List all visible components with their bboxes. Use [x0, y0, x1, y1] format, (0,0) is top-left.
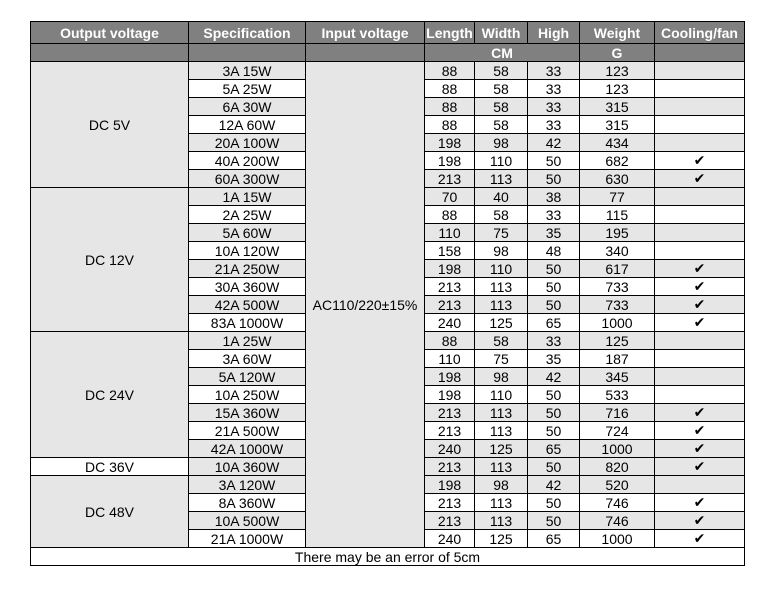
- high-cell: 42: [528, 476, 580, 494]
- cooling-fan-cell: [655, 224, 745, 242]
- header-output-voltage: Output voltage: [31, 22, 189, 44]
- weight-cell: 617: [580, 260, 655, 278]
- high-cell: 50: [528, 494, 580, 512]
- specification-cell: 30A 360W: [189, 278, 306, 296]
- specification-cell: 8A 360W: [189, 494, 306, 512]
- length-cell: 213: [425, 422, 475, 440]
- width-cell: 110: [475, 152, 528, 170]
- width-cell: 125: [475, 440, 528, 458]
- unit-g: G: [580, 44, 655, 62]
- length-cell: 110: [425, 350, 475, 368]
- weight-cell: 746: [580, 494, 655, 512]
- high-cell: 50: [528, 458, 580, 476]
- weight-cell: 187: [580, 350, 655, 368]
- check-mark-icon: ✔: [655, 260, 745, 278]
- width-cell: 113: [475, 512, 528, 530]
- length-cell: 88: [425, 332, 475, 350]
- footnote-row: [31, 548, 745, 566]
- check-mark-icon: ✔: [655, 422, 745, 440]
- width-cell: 58: [475, 332, 528, 350]
- width-cell: 113: [475, 296, 528, 314]
- specification-cell: 21A 500W: [189, 422, 306, 440]
- specification-cell: 21A 1000W: [189, 530, 306, 548]
- header-weight: Weight: [580, 22, 655, 44]
- header-specification: Specification: [189, 22, 306, 44]
- high-cell: 50: [528, 404, 580, 422]
- weight-cell: 1000: [580, 530, 655, 548]
- spec-table-body: [31, 62, 745, 548]
- high-cell: 33: [528, 116, 580, 134]
- cooling-fan-cell: [655, 134, 745, 152]
- cooling-fan-cell: [655, 206, 745, 224]
- check-mark-icon: ✔: [655, 512, 745, 530]
- high-cell: 50: [528, 296, 580, 314]
- high-cell: 33: [528, 80, 580, 98]
- weight-cell: 345: [580, 368, 655, 386]
- length-cell: 70: [425, 188, 475, 206]
- high-cell: 50: [528, 170, 580, 188]
- length-cell: 198: [425, 134, 475, 152]
- cooling-fan-cell: [655, 80, 745, 98]
- width-cell: 113: [475, 422, 528, 440]
- high-cell: 33: [528, 62, 580, 80]
- check-mark-icon: ✔: [655, 170, 745, 188]
- specification-cell: 10A 120W: [189, 242, 306, 260]
- specification-cell: 5A 60W: [189, 224, 306, 242]
- unit-row: [31, 44, 745, 62]
- specification-cell: 60A 300W: [189, 170, 306, 188]
- weight-cell: 195: [580, 224, 655, 242]
- high-cell: 33: [528, 332, 580, 350]
- width-cell: 98: [475, 242, 528, 260]
- header-input-voltage: Input voltage: [306, 22, 425, 44]
- width-cell: 75: [475, 224, 528, 242]
- header-cooling-fan: Cooling/fan: [655, 22, 745, 44]
- width-cell: 113: [475, 170, 528, 188]
- high-cell: 50: [528, 386, 580, 404]
- specification-cell: 40A 200W: [189, 152, 306, 170]
- check-mark-icon: ✔: [655, 494, 745, 512]
- length-cell: 88: [425, 206, 475, 224]
- length-cell: 88: [425, 80, 475, 98]
- width-cell: 98: [475, 476, 528, 494]
- cooling-fan-cell: [655, 368, 745, 386]
- high-cell: 35: [528, 350, 580, 368]
- length-cell: 240: [425, 530, 475, 548]
- weight-cell: 520: [580, 476, 655, 494]
- length-cell: 198: [425, 152, 475, 170]
- width-cell: 113: [475, 458, 528, 476]
- high-cell: 50: [528, 422, 580, 440]
- specification-cell: 3A 60W: [189, 350, 306, 368]
- high-cell: 65: [528, 314, 580, 332]
- weight-cell: 682: [580, 152, 655, 170]
- length-cell: 240: [425, 440, 475, 458]
- length-cell: 88: [425, 98, 475, 116]
- specification-cell: 6A 30W: [189, 98, 306, 116]
- cooling-fan-cell: [655, 188, 745, 206]
- width-cell: 58: [475, 98, 528, 116]
- footnote: There may be an error of 5cm: [31, 548, 745, 566]
- width-cell: 58: [475, 62, 528, 80]
- length-cell: 240: [425, 314, 475, 332]
- length-cell: 213: [425, 458, 475, 476]
- output-voltage-cell: DC 24V: [31, 332, 189, 458]
- specification-cell: 83A 1000W: [189, 314, 306, 332]
- width-cell: 58: [475, 116, 528, 134]
- specification-cell: 10A 360W: [189, 458, 306, 476]
- length-cell: 88: [425, 116, 475, 134]
- width-cell: 98: [475, 368, 528, 386]
- length-cell: 110: [425, 224, 475, 242]
- cooling-fan-cell: [655, 98, 745, 116]
- high-cell: 42: [528, 134, 580, 152]
- width-cell: 58: [475, 80, 528, 98]
- high-cell: 35: [528, 224, 580, 242]
- header-row: [31, 22, 745, 44]
- cooling-fan-cell: [655, 242, 745, 260]
- unit-cm: CM: [425, 44, 580, 62]
- width-cell: 58: [475, 206, 528, 224]
- high-cell: 50: [528, 278, 580, 296]
- high-cell: 42: [528, 368, 580, 386]
- check-mark-icon: ✔: [655, 440, 745, 458]
- high-cell: 38: [528, 188, 580, 206]
- weight-cell: 340: [580, 242, 655, 260]
- header-high: High: [528, 22, 580, 44]
- unit-blank: [306, 44, 425, 62]
- length-cell: 213: [425, 512, 475, 530]
- weight-cell: 724: [580, 422, 655, 440]
- high-cell: 50: [528, 260, 580, 278]
- weight-cell: 533: [580, 386, 655, 404]
- check-mark-icon: ✔: [655, 278, 745, 296]
- check-mark-icon: ✔: [655, 530, 745, 548]
- specification-cell: 10A 250W: [189, 386, 306, 404]
- specification-cell: 5A 25W: [189, 80, 306, 98]
- length-cell: 213: [425, 278, 475, 296]
- width-cell: 75: [475, 350, 528, 368]
- width-cell: 110: [475, 260, 528, 278]
- width-cell: 125: [475, 314, 528, 332]
- high-cell: 48: [528, 242, 580, 260]
- cooling-fan-cell: [655, 116, 745, 134]
- unit-blank: [31, 44, 189, 62]
- header-width: Width: [475, 22, 528, 44]
- length-cell: 88: [425, 62, 475, 80]
- width-cell: 125: [475, 530, 528, 548]
- check-mark-icon: ✔: [655, 152, 745, 170]
- weight-cell: 115: [580, 206, 655, 224]
- high-cell: 65: [528, 530, 580, 548]
- unit-blank: [189, 44, 306, 62]
- length-cell: 198: [425, 476, 475, 494]
- high-cell: 33: [528, 206, 580, 224]
- specification-cell: 12A 60W: [189, 116, 306, 134]
- specification-cell: 15A 360W: [189, 404, 306, 422]
- output-voltage-cell: DC 36V: [31, 458, 189, 476]
- output-voltage-cell: DC 5V: [31, 62, 189, 188]
- output-voltage-cell: DC 48V: [31, 476, 189, 548]
- weight-cell: 123: [580, 62, 655, 80]
- length-cell: 213: [425, 296, 475, 314]
- specification-cell: 1A 25W: [189, 332, 306, 350]
- output-voltage-cell: DC 12V: [31, 188, 189, 332]
- specification-cell: 20A 100W: [189, 134, 306, 152]
- cooling-fan-cell: [655, 386, 745, 404]
- check-mark-icon: ✔: [655, 314, 745, 332]
- width-cell: 98: [475, 134, 528, 152]
- specification-cell: 2A 25W: [189, 206, 306, 224]
- specification-cell: 5A 120W: [189, 368, 306, 386]
- weight-cell: 1000: [580, 314, 655, 332]
- cooling-fan-cell: [655, 62, 745, 80]
- specification-cell: 1A 15W: [189, 188, 306, 206]
- length-cell: 213: [425, 404, 475, 422]
- width-cell: 113: [475, 404, 528, 422]
- cooling-fan-cell: [655, 476, 745, 494]
- specification-cell: 21A 250W: [189, 260, 306, 278]
- check-mark-icon: ✔: [655, 296, 745, 314]
- high-cell: 65: [528, 440, 580, 458]
- length-cell: 213: [425, 494, 475, 512]
- width-cell: 113: [475, 494, 528, 512]
- high-cell: 33: [528, 98, 580, 116]
- weight-cell: 434: [580, 134, 655, 152]
- width-cell: 110: [475, 386, 528, 404]
- weight-cell: 123: [580, 80, 655, 98]
- weight-cell: 125: [580, 332, 655, 350]
- input-voltage-cell: AC110/220±15%: [306, 62, 425, 548]
- width-cell: 40: [475, 188, 528, 206]
- weight-cell: 746: [580, 512, 655, 530]
- width-cell: 113: [475, 278, 528, 296]
- high-cell: 50: [528, 152, 580, 170]
- high-cell: 50: [528, 512, 580, 530]
- specification-cell: 3A 120W: [189, 476, 306, 494]
- weight-cell: 315: [580, 116, 655, 134]
- specification-cell: 42A 500W: [189, 296, 306, 314]
- weight-cell: 733: [580, 278, 655, 296]
- weight-cell: 315: [580, 98, 655, 116]
- table-row: [31, 62, 745, 80]
- length-cell: 198: [425, 260, 475, 278]
- specification-cell: 42A 1000W: [189, 440, 306, 458]
- header-length: Length: [425, 22, 475, 44]
- specification-cell: 10A 500W: [189, 512, 306, 530]
- weight-cell: 77: [580, 188, 655, 206]
- weight-cell: 733: [580, 296, 655, 314]
- check-mark-icon: ✔: [655, 458, 745, 476]
- specification-cell: 3A 15W: [189, 62, 306, 80]
- cooling-fan-cell: [655, 332, 745, 350]
- length-cell: 158: [425, 242, 475, 260]
- unit-blank: [655, 44, 745, 62]
- cooling-fan-cell: [655, 350, 745, 368]
- length-cell: 198: [425, 386, 475, 404]
- weight-cell: 1000: [580, 440, 655, 458]
- length-cell: 198: [425, 368, 475, 386]
- length-cell: 213: [425, 170, 475, 188]
- weight-cell: 716: [580, 404, 655, 422]
- weight-cell: 630: [580, 170, 655, 188]
- weight-cell: 820: [580, 458, 655, 476]
- power-supply-spec-table: [30, 21, 745, 566]
- check-mark-icon: ✔: [655, 404, 745, 422]
